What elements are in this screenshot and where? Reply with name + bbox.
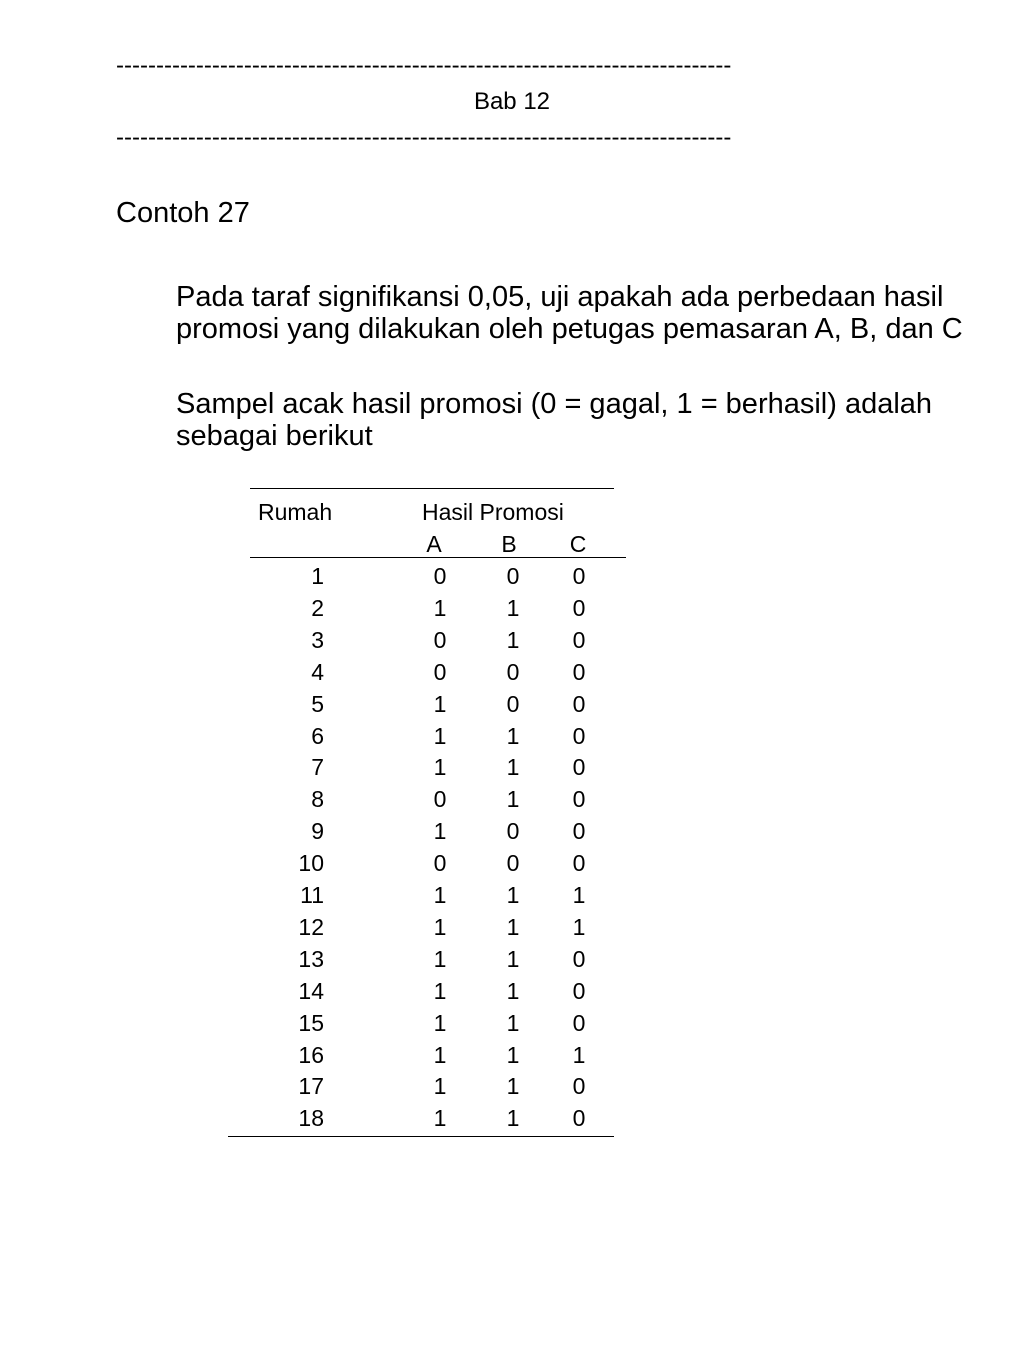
table-row xyxy=(0,658,700,690)
cell-a: 0 xyxy=(433,563,447,589)
cell-b: 1 xyxy=(506,913,520,940)
table-row xyxy=(0,849,700,881)
cell-b: 1 xyxy=(506,786,520,813)
cell-c: 0 xyxy=(572,850,586,877)
cell-a: 1 xyxy=(433,1041,447,1068)
cell-rumah: 7 xyxy=(311,754,324,781)
table-row xyxy=(0,594,700,626)
cell-a: 1 xyxy=(433,977,447,1004)
cell-a: 1 xyxy=(433,1105,447,1132)
column-group-header-hasil-promosi: Hasil Promosi xyxy=(422,499,564,525)
cell-c: 0 xyxy=(572,722,586,749)
cell-a: 1 xyxy=(433,945,447,972)
cell-a: 1 xyxy=(433,594,447,621)
problem-statement: Pada taraf signifikansi 0,05, uji apakah ada perbedaan hasil promosi yang dilakukan oleh petugas pemasaran A, B, dan C xyxy=(176,281,963,345)
example-title: Contoh 27 xyxy=(116,197,250,229)
table-row xyxy=(0,945,700,977)
cell-c: 0 xyxy=(572,818,586,845)
column-header-c: C xyxy=(569,531,587,557)
cell-b: 1 xyxy=(506,1041,520,1068)
table-row xyxy=(0,817,700,849)
table-row xyxy=(0,977,700,1009)
chapter-heading: Bab 12 xyxy=(473,88,551,115)
cell-rumah: 6 xyxy=(311,722,324,749)
cell-b: 1 xyxy=(506,722,520,749)
cell-rumah: 17 xyxy=(298,1073,324,1100)
table-bottom-rule xyxy=(228,1136,614,1137)
table-row xyxy=(0,690,700,722)
table-row xyxy=(0,913,700,945)
cell-a: 1 xyxy=(433,690,447,717)
cell-c: 1 xyxy=(572,913,586,940)
cell-b: 1 xyxy=(506,882,520,908)
table-row xyxy=(0,1104,700,1136)
column-header-a: A xyxy=(426,531,442,557)
cell-c: 0 xyxy=(572,594,586,621)
table-row xyxy=(0,1041,700,1073)
cell-rumah: 16 xyxy=(298,1041,324,1068)
cell-c: 0 xyxy=(572,786,586,813)
cell-b: 1 xyxy=(506,945,520,972)
cell-c: 0 xyxy=(572,754,586,781)
column-header-rumah: Rumah xyxy=(258,499,333,525)
table-row xyxy=(0,881,700,913)
cell-rumah: 2 xyxy=(311,594,324,621)
cell-a: 1 xyxy=(433,1073,447,1100)
cell-a: 1 xyxy=(433,1009,447,1036)
cell-rumah: 10 xyxy=(298,850,324,877)
cell-c: 0 xyxy=(572,1009,586,1036)
cell-rumah: 8 xyxy=(311,786,324,813)
cell-b: 1 xyxy=(506,977,520,1004)
cell-a: 1 xyxy=(433,913,447,940)
cell-a: 1 xyxy=(433,722,447,749)
cell-b: 0 xyxy=(506,850,520,877)
table-row xyxy=(0,785,700,817)
cell-b: 0 xyxy=(506,563,520,589)
cell-c: 0 xyxy=(572,977,586,1004)
cell-rumah: 4 xyxy=(311,658,324,685)
cell-a: 0 xyxy=(433,786,447,813)
cell-rumah: 11 xyxy=(300,882,324,908)
cell-a: 1 xyxy=(433,882,447,908)
cell-c: 0 xyxy=(572,658,586,685)
cell-rumah: 9 xyxy=(311,818,324,845)
cell-b: 1 xyxy=(506,1073,520,1100)
cell-a: 0 xyxy=(433,850,447,877)
cell-rumah: 14 xyxy=(298,977,324,1004)
cell-a: 0 xyxy=(433,658,447,685)
table-top-rule xyxy=(250,488,614,489)
table-row xyxy=(0,753,700,785)
table-header-rule xyxy=(250,557,626,558)
sample-description: Sampel acak hasil promosi (0 = gagal, 1 = berhasil) adalah sebagai berikut xyxy=(176,388,933,452)
bottom-dashed-divider: ----------------------------------------------------------------------------- xyxy=(116,124,732,151)
cell-b: 1 xyxy=(506,754,520,781)
cell-b: 0 xyxy=(506,690,520,717)
cell-a: 1 xyxy=(433,754,447,781)
cell-rumah: 15 xyxy=(298,1009,324,1036)
cell-b: 1 xyxy=(506,626,520,653)
cell-b: 0 xyxy=(506,818,520,845)
cell-rumah: 3 xyxy=(311,626,324,653)
cell-rumah: 5 xyxy=(311,690,324,717)
cell-c: 0 xyxy=(572,626,586,653)
table-row xyxy=(0,722,700,754)
table-row xyxy=(0,626,700,658)
cell-b: 1 xyxy=(506,1009,520,1036)
cell-c: 0 xyxy=(572,1105,586,1132)
cell-c: 1 xyxy=(572,882,586,908)
cell-a: 1 xyxy=(433,818,447,845)
cell-rumah: 1 xyxy=(311,563,324,589)
cell-b: 0 xyxy=(506,658,520,685)
column-header-b: B xyxy=(501,531,517,557)
cell-c: 1 xyxy=(572,1041,586,1068)
cell-rumah: 18 xyxy=(298,1105,324,1132)
cell-a: 0 xyxy=(433,626,447,653)
cell-rumah: 13 xyxy=(298,945,324,972)
cell-b: 1 xyxy=(506,594,520,621)
cell-b: 1 xyxy=(506,1105,520,1132)
cell-c: 0 xyxy=(572,945,586,972)
table-row xyxy=(0,1009,700,1041)
top-dashed-divider: ----------------------------------------------------------------------------- xyxy=(116,52,732,79)
cell-c: 0 xyxy=(572,1073,586,1100)
cell-rumah: 12 xyxy=(298,913,324,940)
table-row xyxy=(0,1072,700,1104)
cell-c: 0 xyxy=(572,690,586,717)
cell-c: 0 xyxy=(572,563,586,589)
table-row xyxy=(0,562,700,594)
